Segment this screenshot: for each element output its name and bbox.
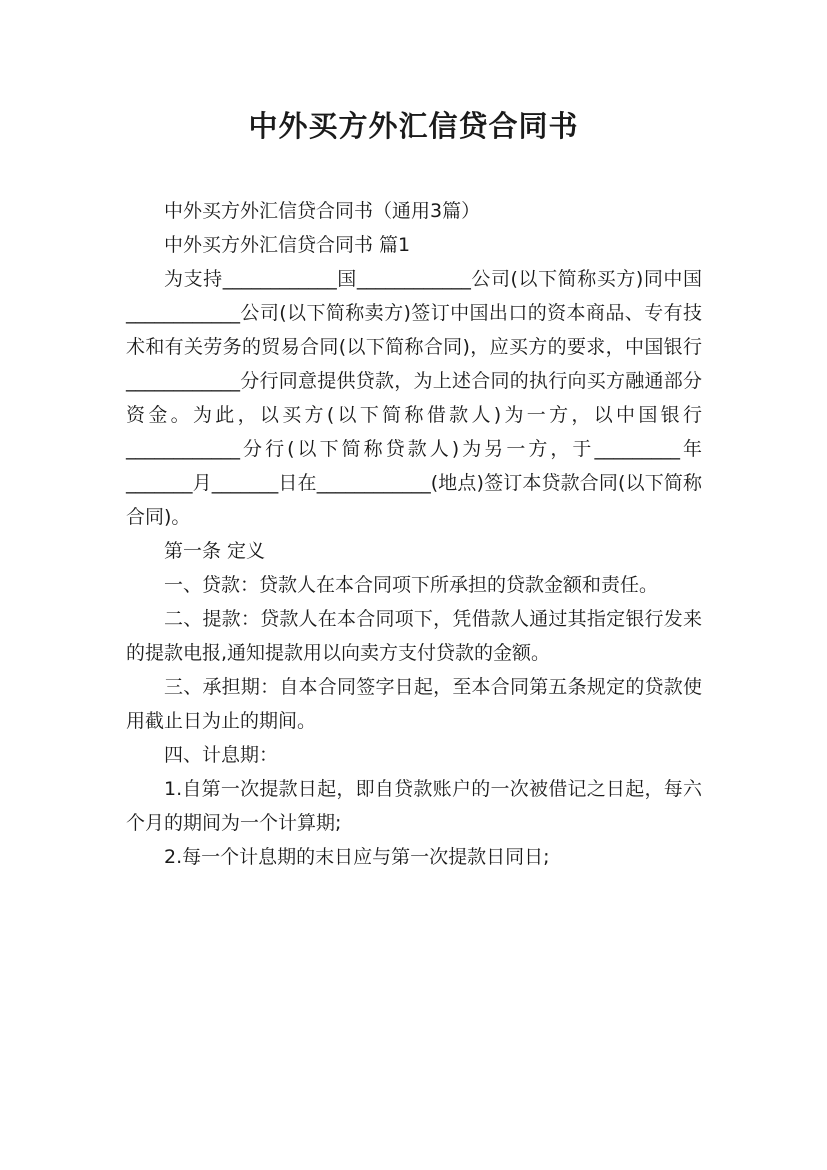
paragraph-interest-item-2: 2.每一个计息期的末日应与第一次提款日同日; — [164, 846, 550, 868]
paragraph-preamble: 为支持____________国____________公司(以下简称买方)同中国____________公司(以下简称卖方)签订中国出口的资本商品、专有技术和有关劳务的贸易合同(以下简称合同)，应买方的要求，中国银行____________分行同意提供贷款，为上述合同的执行向买方融通部分资金。为此，以买方(以下简称借款人)为一方，以中国银行____________分行(以下简称贷款人)为另一方，于_________年_______月_______日在____________(地点)签订本贷款合同(以下简称合同)。 — [126, 268, 702, 528]
paragraph-subtitle: 中外买方外汇信贷合同书（通用3篇） — [164, 200, 481, 222]
paragraph-definition-loan: 一、贷款：贷款人在本合同项下所承担的贷款金额和责任。 — [164, 574, 659, 596]
paragraph-section-heading: 中外买方外汇信贷合同书 篇1 — [164, 234, 411, 256]
paragraph-definition-drawdown: 二、提款：贷款人在本合同项下，凭借款人通过其指定银行发来的提款电报,通知提款用以向卖方支付贷款的金额。 — [126, 608, 702, 664]
paragraph-definition-commitment: 三、承担期：自本合同签字日起，至本合同第五条规定的贷款使用截止日为止的期间。 — [126, 676, 702, 732]
document-title: 中外买方外汇信贷合同书 — [248, 109, 579, 143]
paragraph-article-heading: 第一条 定义 — [164, 540, 266, 562]
paragraph-interest-item-1: 1.自第一次提款日起，即自贷款账户的一次被借记之日起，每六个月的期间为一个计算期; — [126, 778, 702, 834]
paragraph-definition-interest: 四、计息期： — [164, 744, 279, 766]
document-body — [126, 194, 702, 874]
